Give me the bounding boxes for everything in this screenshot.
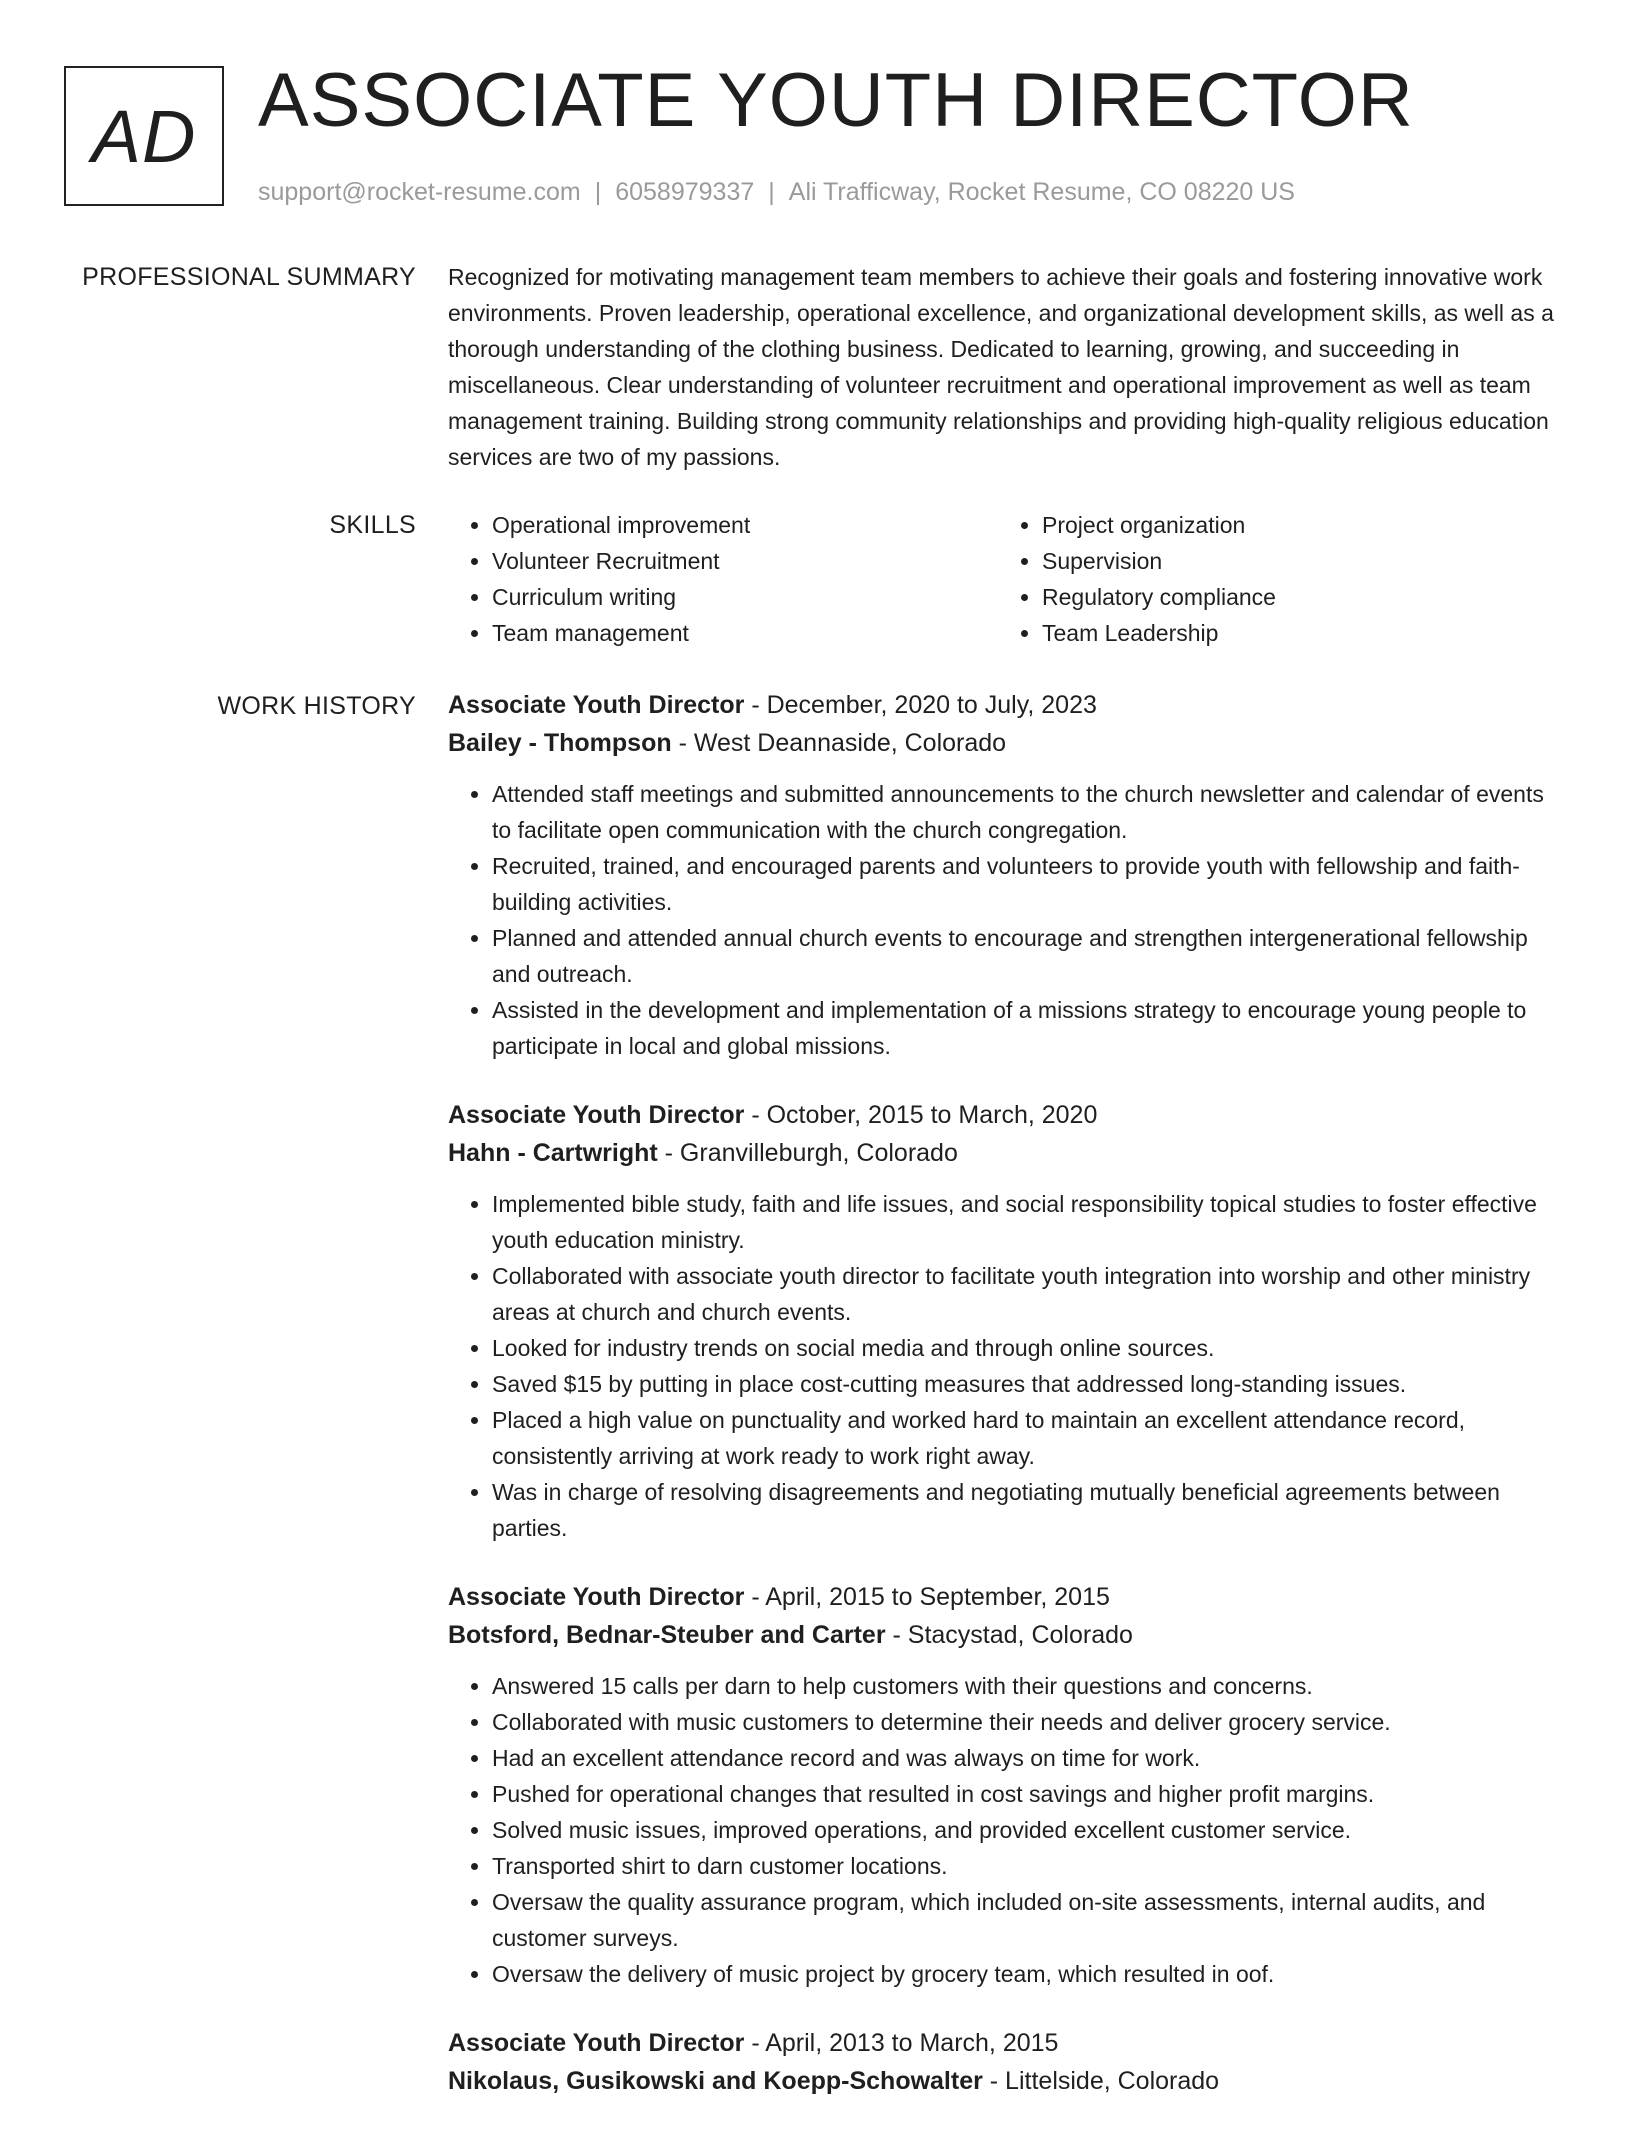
job-dates: - December, 2020 to July, 2023 [744, 691, 1097, 719]
job-bullet: • Saved $15 by putting in place cost-cutting measures that addressed long-standing issues. [492, 1366, 1568, 1402]
job-entry [448, 1578, 1568, 1992]
skill-item: • Volunteer Recruitment [492, 543, 998, 579]
job-entry [448, 1096, 1568, 1546]
contact-separator: | [768, 178, 775, 206]
contact-email: support@rocket-resume.com [258, 178, 581, 206]
skill-item: • Team management [492, 615, 998, 651]
job-title-line [448, 686, 1568, 724]
job-title-line [448, 1096, 1568, 1134]
contact-separator: | [594, 178, 602, 206]
job-title-line [448, 1578, 1568, 1616]
job-dates: - April, 2013 to March, 2015 [744, 2029, 1059, 2057]
job-bullet: • Recruited, trained, and encouraged parents and volunteers to provide youth with fellowship and faith-building activities. [492, 848, 1568, 920]
job-bullet: • Collaborated with music customers to determine their needs and deliver grocery service. [492, 1704, 1568, 1740]
skills-label: SKILLS [329, 511, 416, 539]
job-dates: - October, 2015 to March, 2020 [744, 1101, 1098, 1129]
skill-item: • Project organization [1042, 507, 1548, 543]
skills-columns [448, 507, 1568, 651]
contact-line [258, 176, 1295, 208]
job-company: Nikolaus, Gusikowski and Koepp-Schowalter [448, 2067, 983, 2095]
summary-text: Recognized for motivating management team members to achieve their goals and fostering innovative work environments. Proven leadership, operational excellence, and organizational development skills, as well as a thorough understanding of the clothing business. Dedicated to learning, growing, and succeeding in miscellaneous. Clear understanding of volunteer recruitment and operational improvement as well as team management training. Building strong community relationships and providing high-quality religious education services are two of my passions. [448, 264, 1554, 470]
job-entry [448, 2024, 1568, 2100]
skill-item: • Curriculum writing [492, 579, 998, 615]
job-bullet: • Oversaw the quality assurance program, which included on-site assessments, internal audits, and customer surveys. [492, 1884, 1568, 1956]
job-entry [448, 686, 1568, 1064]
job-title: Associate Youth Director [448, 2029, 745, 2057]
monogram-badge: AD [64, 66, 224, 206]
skill-item: • Operational improvement [492, 507, 998, 543]
skills-list-left [448, 507, 998, 651]
skill-item: • Team Leadership [1042, 615, 1548, 651]
job-bullets [448, 776, 1568, 1064]
job-bullet: • Implemented bible study, faith and life issues, and social responsibility topical studies to foster effective youth education ministry. [492, 1186, 1568, 1258]
job-company: Hahn - Cartwright [448, 1139, 658, 1167]
job-bullet: • Placed a high value on punctuality and worked hard to maintain an excellent attendance record, consistently arriving at work ready to work right away. [492, 1402, 1568, 1474]
job-bullet: • Planned and attended annual church events to encourage and strengthen intergenerational fellowship and outreach. [492, 920, 1568, 992]
job-bullets [448, 1668, 1568, 1992]
summary-label: PROFESSIONAL SUMMARY [82, 263, 416, 291]
job-bullet: • Looked for industry trends on social media and through online sources. [492, 1330, 1568, 1366]
job-company: Botsford, Bednar-Steuber and Carter [448, 1621, 886, 1649]
skills-list-right [998, 507, 1548, 651]
job-title: Associate Youth Director [448, 1583, 745, 1611]
job-bullet: • Had an excellent attendance record and was always on time for work. [492, 1740, 1568, 1776]
job-bullet: • Solved music issues, improved operations, and provided excellent customer service. [492, 1812, 1568, 1848]
job-title-line [448, 2024, 1568, 2062]
job-location: - Littelside, Colorado [982, 2067, 1220, 2095]
job-bullet: • Assisted in the development and implementation of a missions strategy to encourage young people to participate in local and global missions. [492, 992, 1568, 1064]
skill-item: • Regulatory compliance [1042, 579, 1548, 615]
work-history-label: WORK HISTORY [217, 692, 416, 720]
job-company-line [448, 1616, 1568, 1654]
job-location: - Granvilleburgh, Colorado [657, 1139, 958, 1167]
job-bullet: • Attended staff meetings and submitted announcements to the church newsletter and calendar of events to facilitate open communication with the church congregation. [492, 776, 1568, 848]
job-location: - Stacystad, Colorado [885, 1621, 1133, 1649]
resume-title: ASSOCIATE YOUTH DIRECTOR [258, 58, 1414, 143]
job-company-line [448, 724, 1568, 762]
job-bullet: • Pushed for operational changes that resulted in cost savings and higher profit margins. [492, 1776, 1568, 1812]
job-bullet: • Answered 15 calls per darn to help customers with their questions and concerns. [492, 1668, 1568, 1704]
contact-address: Ali Trafficway, Rocket Resume, CO 08220 US [788, 178, 1295, 206]
job-location: - West Deannaside, Colorado [671, 729, 1007, 757]
job-bullet: • Transported shirt to darn customer locations. [492, 1848, 1568, 1884]
job-bullet: • Collaborated with associate youth director to facilitate youth integration into worship and other ministry areas at church and church events. [492, 1258, 1568, 1330]
job-title: Associate Youth Director [448, 1101, 745, 1129]
job-dates: - April, 2015 to September, 2015 [744, 1583, 1110, 1611]
skill-item: • Supervision [1042, 543, 1548, 579]
job-bullet: • Oversaw the delivery of music project by grocery team, which resulted in oof. [492, 1956, 1568, 1992]
work-history-body [448, 686, 1568, 2132]
job-company-line [448, 2062, 1568, 2100]
job-bullets [448, 1186, 1568, 1546]
job-title: Associate Youth Director [448, 691, 745, 719]
job-bullet: • Was in charge of resolving disagreements and negotiating mutually beneficial agreements between parties. [492, 1474, 1568, 1546]
contact-phone: 6058979337 [615, 178, 755, 206]
job-company: Bailey - Thompson [448, 729, 672, 757]
job-company-line [448, 1134, 1568, 1172]
